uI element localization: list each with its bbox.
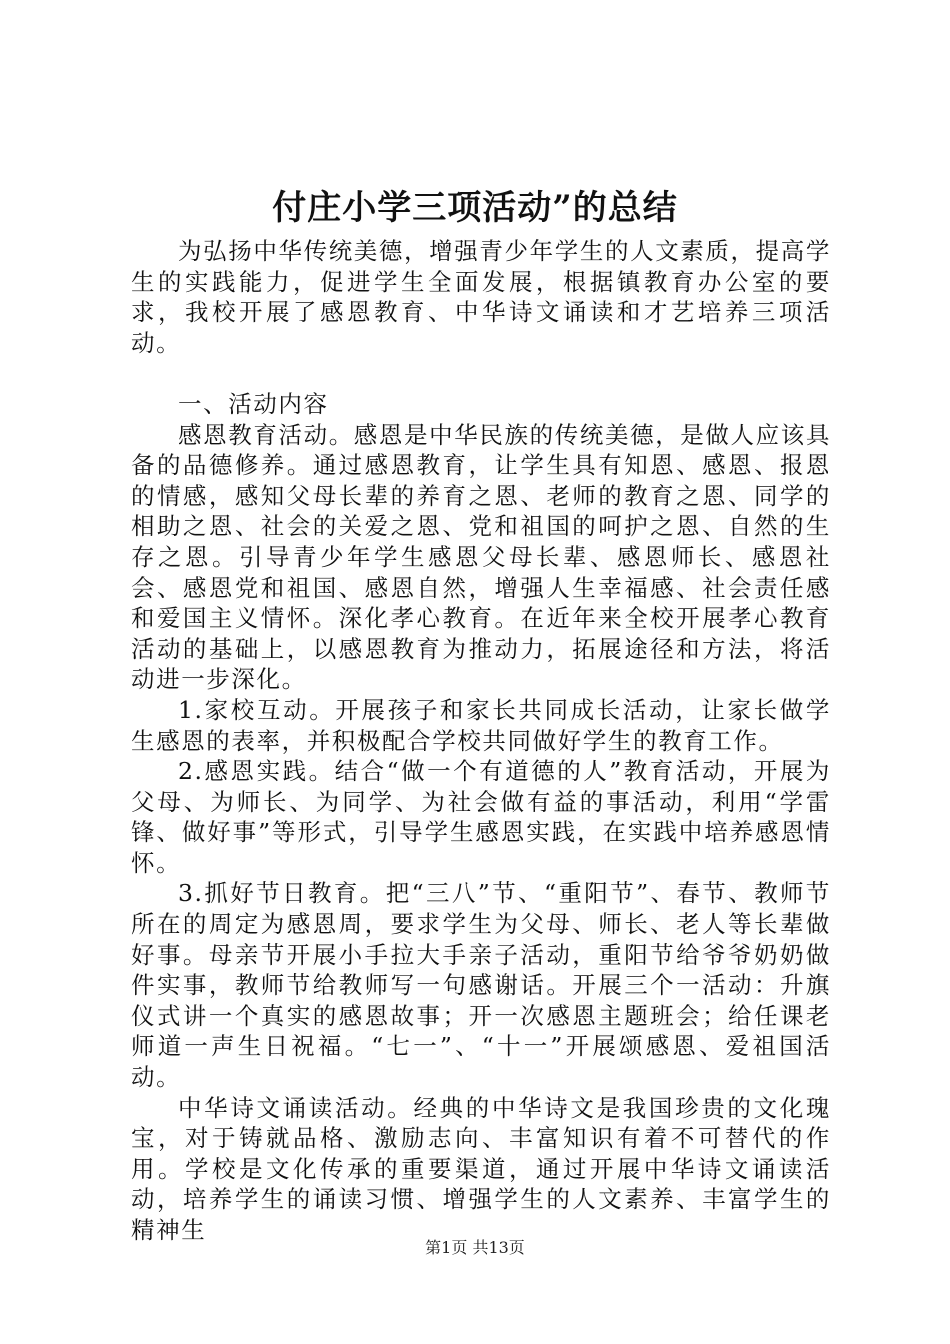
paragraph-item-1: 1.家校互动。开展孩子和家长共同成长活动，让家长做学生感恩的表率，并积极配合学校共同做好学生的教育工作。 <box>131 695 831 755</box>
page-footer: 第1页 共13页 <box>425 1238 525 1257</box>
document-title: 付庄小学三项活动”的总结 <box>272 188 678 228</box>
paragraph-gratitude-education: 感恩教育活动。感恩是中华民族的传统美德，是做人应该具备的品德修养。通过感恩教育，让学生具有知恩、感恩、报恩的情感，感知父母长辈的养育之恩、老师的教育之恩、同学的相助之恩、社会的关爱之恩、党和祖国的呵护之恩、自然的生存之恩。引导青少年学生感恩父母长辈、感恩师长、感恩社会、感恩党和祖国、感恩自然，增强人生幸福感、社会责任感和爱国主义情怀。深化孝心教育。在近年来全校开展孝心教育活动的基础上，以感恩教育为推动力，拓展途径和方法，将活动进一步深化。 <box>131 420 831 694</box>
document-body <box>131 236 831 1246</box>
paragraph-item-3: 3.抓好节日教育。把“三八”节、“重阳节”、春节、教师节所在的周定为感恩周，要求学生为父母、师长、老人等长辈做好事。母亲节开展小手拉大手亲子活动，重阳节给爷爷奶奶做件实事，教师节给教师写一句感谢话。开展三个一活动：升旗仪式讲一个真实的感恩故事；开一次感恩主题班会；给任课老师道一声生日祝福。“七一”、“十一”开展颂感恩、爱祖国活动。 <box>131 879 831 1092</box>
paragraph-spacer <box>131 358 831 389</box>
paragraph-item-2: 2.感恩实践。结合“做一个有道德的人”教育活动，开展为父母、为师长、为同学、为社会做有益的事活动，利用“学雷锋、做好事”等形式，引导学生感恩实践，在实践中培养感恩情怀。 <box>131 757 831 877</box>
paragraph-intro: 为弘扬中华传统美德，增强青少年学生的人文素质，提高学生的实践能力，促进学生全面发展，根据镇教育办公室的要求，我校开展了感恩教育、中华诗文诵读和才艺培养三项活动。 <box>131 237 831 357</box>
section-heading: 一、活动内容 <box>178 389 329 418</box>
paragraph-poetry-reading: 中华诗文诵读活动。经典的中华诗文是我国珍贵的文化瑰宝，对于铸就品格、激励志向、丰富知识有着不可替代的作用。学校是文化传承的重要渠道，通过开展中华诗文诵读活动，培养学生的诵读习惯、增强学生的人文素养、丰富学生的精神生 <box>131 1093 831 1244</box>
